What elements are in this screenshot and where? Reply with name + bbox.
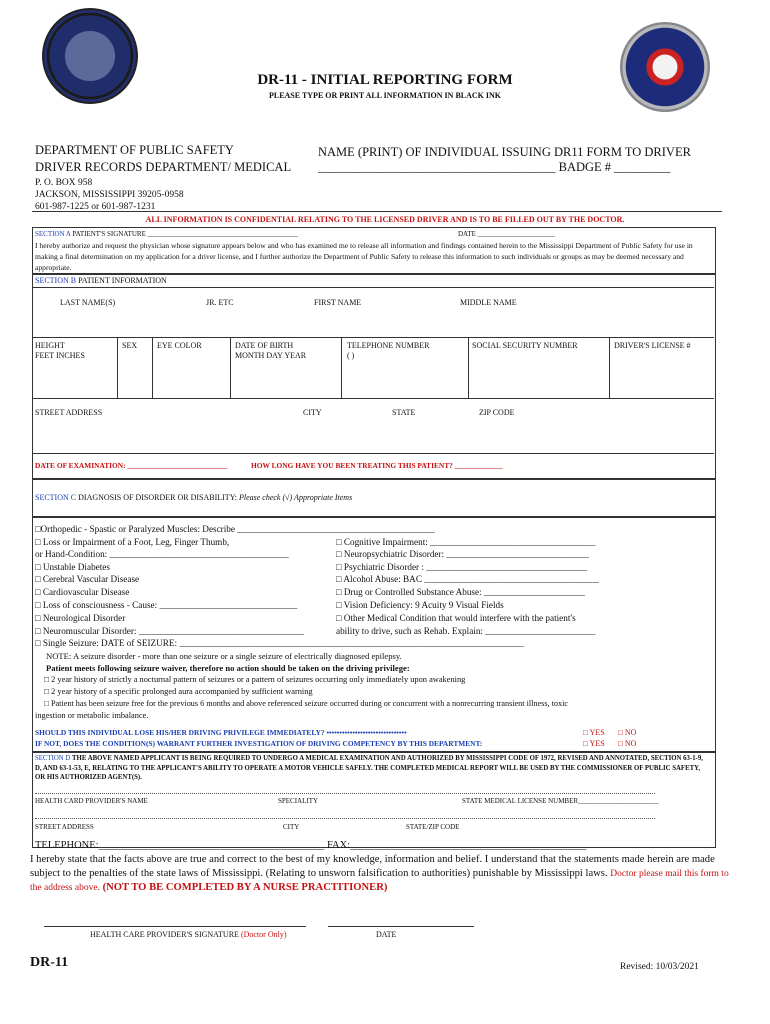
license-number-field[interactable]: STATE MEDICAL LICENSE NUMBER_______________________ xyxy=(462,797,659,805)
investigation-question: IF NOT, DOES THE CONDITION(S) WARRANT FURTHER INVESTIGATION OF DRIVING COMPETENCY BY THIS DEPARTMENT: xyxy=(35,739,483,748)
dept-division: DRIVER RECORDS DEPARTMENT/ MEDICAL xyxy=(35,160,292,174)
section-d-label: SECTION D xyxy=(35,755,71,762)
form-subtitle: PLEASE TYPE OR PRINT ALL INFORMATION IN BLACK INK xyxy=(268,91,502,100)
last-name-field[interactable]: LAST NAME(S) xyxy=(60,298,116,307)
diag-loss-limb[interactable]: □ Loss or Impairment of a Foot, Leg, Finger Thumb, xyxy=(35,537,230,547)
certification-statement: I hereby state that the facts above are true and correct to the best of my knowledge, information and belief. I understand that the statements made herein are made subject to the penalties of the state laws of Mississippi. (Relating to unsworn falsification to authorities) punishable by Mississippi laws. xyxy=(30,854,715,879)
seizure-note: NOTE: A seizure disorder - more than one seizure or a single seizure of electrically diagnosed epilepsy. xyxy=(46,651,402,661)
diag-diabetes[interactable]: □ Unstable Diabetes xyxy=(35,562,110,572)
diag-consciousness[interactable]: □ Loss of consciousness - Cause: ______________________________ xyxy=(35,600,298,610)
city-field[interactable]: CITY xyxy=(303,408,322,417)
lose-privilege-yes[interactable]: □ YES xyxy=(583,728,605,737)
issuer-label: NAME (PRINT) OF INDIVIDUAL ISSUING DR11 FORM TO DRIVER xyxy=(318,145,691,159)
diag-drug[interactable]: □ Drug or Controlled Substance Abuse: ______________________ xyxy=(336,587,585,597)
height-units: FEET INCHES xyxy=(35,351,85,360)
provider-street-field[interactable]: STREET ADDRESS xyxy=(35,823,94,831)
confidential-notice: ALL INFORMATION IS CONFIDENTIAL RELATING TO THE LICENSED DRIVER AND IS TO BE FILLED OUT BY THE DOCTOR. xyxy=(145,215,625,224)
signature-date-field[interactable]: DATE xyxy=(376,930,397,939)
doctor-only-note: (Doctor Only) xyxy=(240,930,287,939)
section-b-title: PATIENT INFORMATION xyxy=(78,276,167,285)
section-a-authorization: I hereby authorize and request the physician whose signature appears below and who has examined me to release all information and findings contained herein to the Mississippi Department of Public Safety for use in making a final determination on my application for a driver license, and I further authorize the Department of Public Safety to release this information to such individuals or groups as may be deemed necessary and appropriate. xyxy=(35,241,693,272)
mississippi-dps-seal xyxy=(42,8,138,104)
seizure-waiver-heading: Patient meets following seizure waiver, therefore no action should be taken on the driving privilege: xyxy=(46,663,410,673)
form-title: DR-11 - INITIAL REPORTING FORM xyxy=(257,72,513,88)
diag-vision[interactable]: □ Vision Deficiency: 9 Acuity 9 Visual Fields xyxy=(336,600,504,610)
patient-signature-field[interactable]: PATIENT'S SIGNATURE ___________________________________________ xyxy=(72,230,299,238)
specialty-field[interactable]: SPECIALITY xyxy=(278,797,319,805)
provider-statezip-field[interactable]: STATE/ZIP CODE xyxy=(406,823,460,831)
provider-name-field[interactable]: HEALTH CARD PROVIDER'S NAME xyxy=(35,797,148,805)
address-city: JACKSON, MISSISSIPPI 39205-0958 xyxy=(35,190,184,200)
patient-date-field[interactable]: DATE ______________________ xyxy=(458,230,555,238)
zip-field[interactable]: ZIP CODE xyxy=(479,408,515,417)
waiver-nocturnal[interactable]: □ 2 year history of strictly a nocturnal pattern of seizures or a pattern of seizures occurring only immediately upon awakening xyxy=(44,675,466,684)
telephone-field[interactable]: TELEPHONE NUMBER xyxy=(347,341,430,350)
diag-cerebral[interactable]: □ Cerebral Vascular Disease xyxy=(35,574,140,584)
provider-city-field[interactable]: CITY xyxy=(283,823,300,831)
lose-privilege-no[interactable]: □ NO xyxy=(618,728,637,737)
investigation-yes[interactable]: □ YES xyxy=(583,739,605,748)
exam-date-field[interactable]: DATE OF EXAMINATION: ___________________________ xyxy=(35,461,228,470)
waiver-aura[interactable]: □ 2 year history of a specific prolonged aura accompanied by sufficient warning xyxy=(44,687,313,696)
dept-name: DEPARTMENT OF PUBLIC SAFETY xyxy=(35,143,234,157)
ssn-field[interactable]: SOCIAL SECURITY NUMBER xyxy=(472,341,578,350)
waiver-seizure-free-cont: ingestion or metabolic imbalance. xyxy=(35,711,149,720)
section-c-instruction: Please check (√) Appropriate Items xyxy=(238,493,353,502)
waiver-seizure-free[interactable]: □ Patient has been seizure free for the previous 6 months and above referenced seizure occurred during or concurrent with a nonrecurring transient illness, toxic xyxy=(44,699,568,708)
eye-color-field[interactable]: EYE COLOR xyxy=(157,341,202,350)
diag-hand-condition: or Hand-Condition: _______________________________________ xyxy=(35,549,289,559)
investigation-no[interactable]: □ NO xyxy=(618,739,637,748)
diag-neuropsychiatric[interactable]: □ Neuropsychiatric Disorder: _______________________________ xyxy=(336,549,589,559)
sex-field[interactable]: SEX xyxy=(122,341,138,350)
provider-signature-field[interactable]: HEALTH CARE PROVIDER'S SIGNATURE xyxy=(90,930,239,939)
revision-date: Revised: 10/03/2021 xyxy=(620,962,699,972)
middle-name-field[interactable]: MIDDLE NAME xyxy=(460,298,517,307)
first-name-field[interactable]: FIRST NAME xyxy=(314,298,362,307)
address-po: P. O. BOX 958 xyxy=(35,178,93,188)
state-field[interactable]: STATE xyxy=(392,408,416,417)
form-id: DR-11 xyxy=(30,955,69,970)
diag-alcohol[interactable]: □ Alcohol Abuse: BAC ______________________________________ xyxy=(336,574,599,584)
section-b-label: SECTION B xyxy=(35,276,77,285)
issuer-badge-field[interactable]: ______________________________________ BADGE # _________ xyxy=(318,160,671,174)
diag-cognitive[interactable]: □ Cognitive Impairment: ____________________________________ xyxy=(336,537,596,547)
diag-cardiovascular[interactable]: □ Cardiovascular Disease xyxy=(35,587,130,597)
address-phone: 601-987-1225 or 601-987-1231 xyxy=(35,202,156,212)
treatment-duration-field[interactable]: HOW LONG HAVE YOU BEEN TREATING THIS PATIENT? _____________ xyxy=(251,461,503,470)
diag-orthopedic[interactable]: □Orthopedic - Spastic or Paralyzed Muscles: Describe ___________________________________________ xyxy=(35,524,435,534)
suffix-field[interactable]: JR. ETC xyxy=(206,298,234,307)
telephone-area: ( ) xyxy=(347,351,355,360)
section-d-statement: THE ABOVE NAMED APPLICANT IS BEING REQUIRED TO UNDERGO A MEDICAL EXAMINATION AND AUTHORIZED BY MISSISSIPPI CODE OF 1972, REVISED AND ANNOTATED, SECTION 63-1-9, D, AND 63-1-53, E, RELATING TO THE APPLICANT'S ABILITY TO OPERATE A MOTOR VEHICLE SAFELY. THE COMPLETED MEDICAL REPORT WILL BE USED BY THE COMMISSIONER OF PUBLIC SAFETY, OR HIS AUTHORIZED AGENT(S). xyxy=(35,755,703,781)
diag-other-explain: ability to drive, such as Rehab. Explain: ________________________ xyxy=(336,626,596,636)
diag-neuromuscular[interactable]: □ Neuromuscular Disorder: ____________________________________ xyxy=(35,626,305,636)
section-c-label: SECTION C xyxy=(35,493,77,502)
telephone-fax-field[interactable]: TELEPHONE:___________________________________________ FAX:_____________________________________________ xyxy=(35,840,587,851)
lose-privilege-question: SHOULD THIS INDIVIDUAL LOSE HIS/HER DRIVING PRIVILEGE IMMEDIATELY? ••••••••••••••••••••••••••••••• xyxy=(35,728,407,737)
diag-single-seizure[interactable]: □ Single Seizure: DATE of SEIZURE: ___________________________________________________________________________ xyxy=(35,638,524,648)
section-b-box xyxy=(32,273,716,480)
diag-psychiatric[interactable]: □ Psychiatric Disorder : ___________________________________ xyxy=(336,562,588,572)
nurse-practitioner-notice: (NOT TO BE COMPLETED BY A NURSE PRACTITIONER) xyxy=(102,882,388,893)
dob-parts: MONTH DAY YEAR xyxy=(235,351,307,360)
height-field[interactable]: HEIGHT xyxy=(35,341,65,350)
diag-neurological[interactable]: □ Neurological Disorder xyxy=(35,613,126,623)
dob-field[interactable]: DATE OF BIRTH xyxy=(235,341,294,350)
section-a-label: SECTION A xyxy=(35,230,71,238)
section-c-title: DIAGNOSIS OF DISORDER OR DISABILITY: xyxy=(78,493,237,502)
drivers-license-field[interactable]: DRIVER'S LICENSE # xyxy=(614,341,691,350)
street-address-field[interactable]: STREET ADDRESS xyxy=(35,408,103,417)
mail-instruction: Doctor please mail this form to the address above. xyxy=(30,868,729,893)
diag-other[interactable]: □ Other Medical Condition that would interfere with the patient's xyxy=(336,613,576,623)
